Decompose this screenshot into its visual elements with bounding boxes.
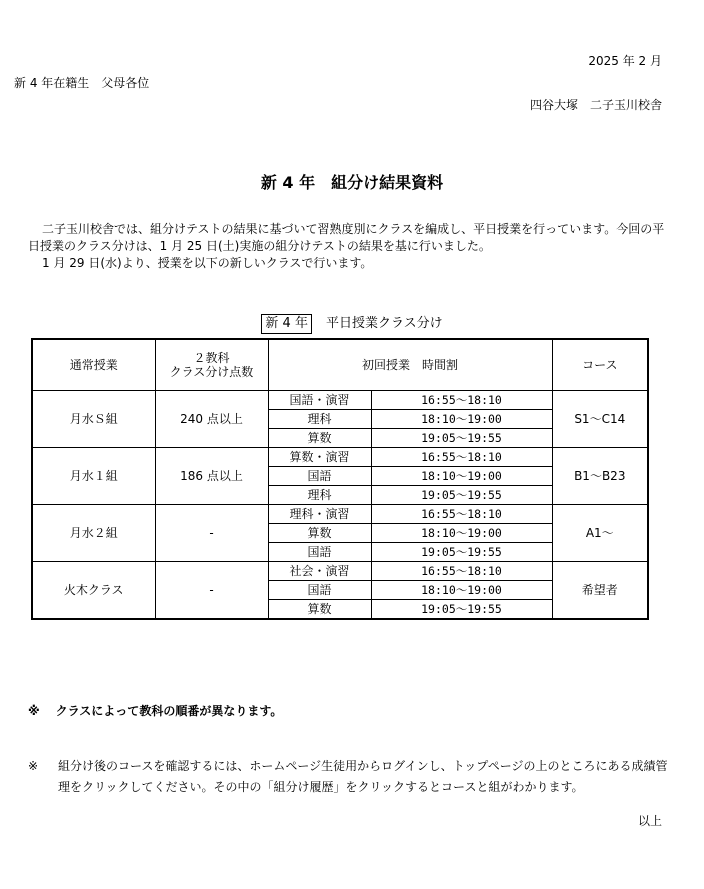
lesson-subject: 算数・演習 — [268, 448, 371, 467]
lesson-subject: 算数 — [268, 429, 371, 448]
class-score: - — [155, 562, 268, 620]
document-title: 新 4 年 組分け結果資料 — [260, 173, 444, 192]
header-schedule: 初回授業 時間割 — [268, 339, 552, 391]
lesson-time: 18:10～19:00 — [371, 581, 552, 600]
header-score-line2: クラス分け点数 — [169, 365, 254, 379]
class-course: B1～B23 — [552, 448, 648, 505]
lesson-subject: 理科 — [268, 410, 371, 429]
class-course: 希望者 — [552, 562, 648, 620]
class-name: 月水１組 — [32, 448, 155, 505]
lesson-time: 16:55～18:10 — [371, 505, 552, 524]
lesson-time: 18:10～19:00 — [371, 410, 552, 429]
sender-line: 四谷大塚 二子玉川校舎 — [529, 98, 662, 112]
lesson-time: 16:55～18:10 — [371, 562, 552, 581]
lesson-subject: 国語・演習 — [268, 391, 371, 410]
lesson-subject: 理科 — [268, 486, 371, 505]
table-row — [32, 505, 648, 524]
intro-paragraph-2: 1 月 29 日(水)より、授業を以下の新しいクラスで行います。 — [42, 256, 373, 270]
lesson-subject: 理科・演習 — [268, 505, 371, 524]
class-score: 240 点以上 — [155, 391, 268, 448]
header-course: コース — [552, 339, 648, 391]
class-schedule-table — [31, 338, 649, 620]
note-order — [28, 702, 282, 719]
lesson-subject: 算数 — [268, 600, 371, 620]
table-header-row — [32, 339, 648, 391]
note-mark: ※ — [28, 759, 39, 773]
lesson-subject: 国語 — [268, 467, 371, 486]
document-date: 2025 年 2 月 — [588, 54, 662, 68]
lesson-time: 19:05～19:55 — [371, 486, 552, 505]
closing-word: 以上 — [637, 814, 662, 828]
lesson-time: 19:05～19:55 — [371, 543, 552, 562]
note-course-check — [28, 756, 668, 798]
table-row — [32, 562, 648, 581]
lesson-time: 19:05～19:55 — [371, 600, 552, 620]
class-name: 月水Ｓ組 — [32, 391, 155, 448]
lesson-time: 18:10～19:00 — [371, 467, 552, 486]
header-score-line1: ２教科 — [193, 351, 230, 365]
lesson-subject: 国語 — [268, 543, 371, 562]
lesson-time: 19:05～19:55 — [371, 429, 552, 448]
lesson-time: 16:55～18:10 — [371, 448, 552, 467]
grade-label: 新 4 年 — [261, 314, 312, 334]
intro-text — [28, 221, 666, 272]
class-score: 186 点以上 — [155, 448, 268, 505]
recipient-line: 新 4 年在籍生 父母各位 — [14, 76, 150, 90]
table-caption-text: 平日授業クラス分け — [325, 316, 443, 331]
class-course: S1～C14 — [552, 391, 648, 448]
header-class: 通常授業 — [32, 339, 155, 391]
lesson-subject: 算数 — [268, 524, 371, 543]
note-mark: ※ — [28, 704, 40, 718]
note-course-check-text: 組分け後のコースを確認するには、ホームページ生徒用からログインし、トップページの上のところにある成績管理をクリックしてください。その中の「組分け履歴」をクリックするとコースと組がわかります。 — [58, 759, 668, 794]
intro-paragraph-1: 二子玉川校舎では、組分けテストの結果に基づいて習熟度別にクラスを編成し、平日授業を行っています。今回の平日授業のクラス分けは、1 月 25 日(土)実施の組分けテストの結果を基に行いました。 — [28, 222, 665, 253]
lesson-time: 16:55～18:10 — [371, 391, 552, 410]
lesson-time: 18:10～19:00 — [371, 524, 552, 543]
class-name: 月水２組 — [32, 505, 155, 562]
class-course: A1～ — [552, 505, 648, 562]
header-score — [155, 339, 268, 391]
table-caption — [0, 312, 704, 334]
note-order-text: クラスによって教科の順番が異なります。 — [55, 704, 283, 718]
class-name: 火木クラス — [32, 562, 155, 620]
lesson-subject: 社会・演習 — [268, 562, 371, 581]
lesson-subject: 国語 — [268, 581, 371, 600]
table-row — [32, 448, 648, 467]
table-row — [32, 391, 648, 410]
class-score: - — [155, 505, 268, 562]
